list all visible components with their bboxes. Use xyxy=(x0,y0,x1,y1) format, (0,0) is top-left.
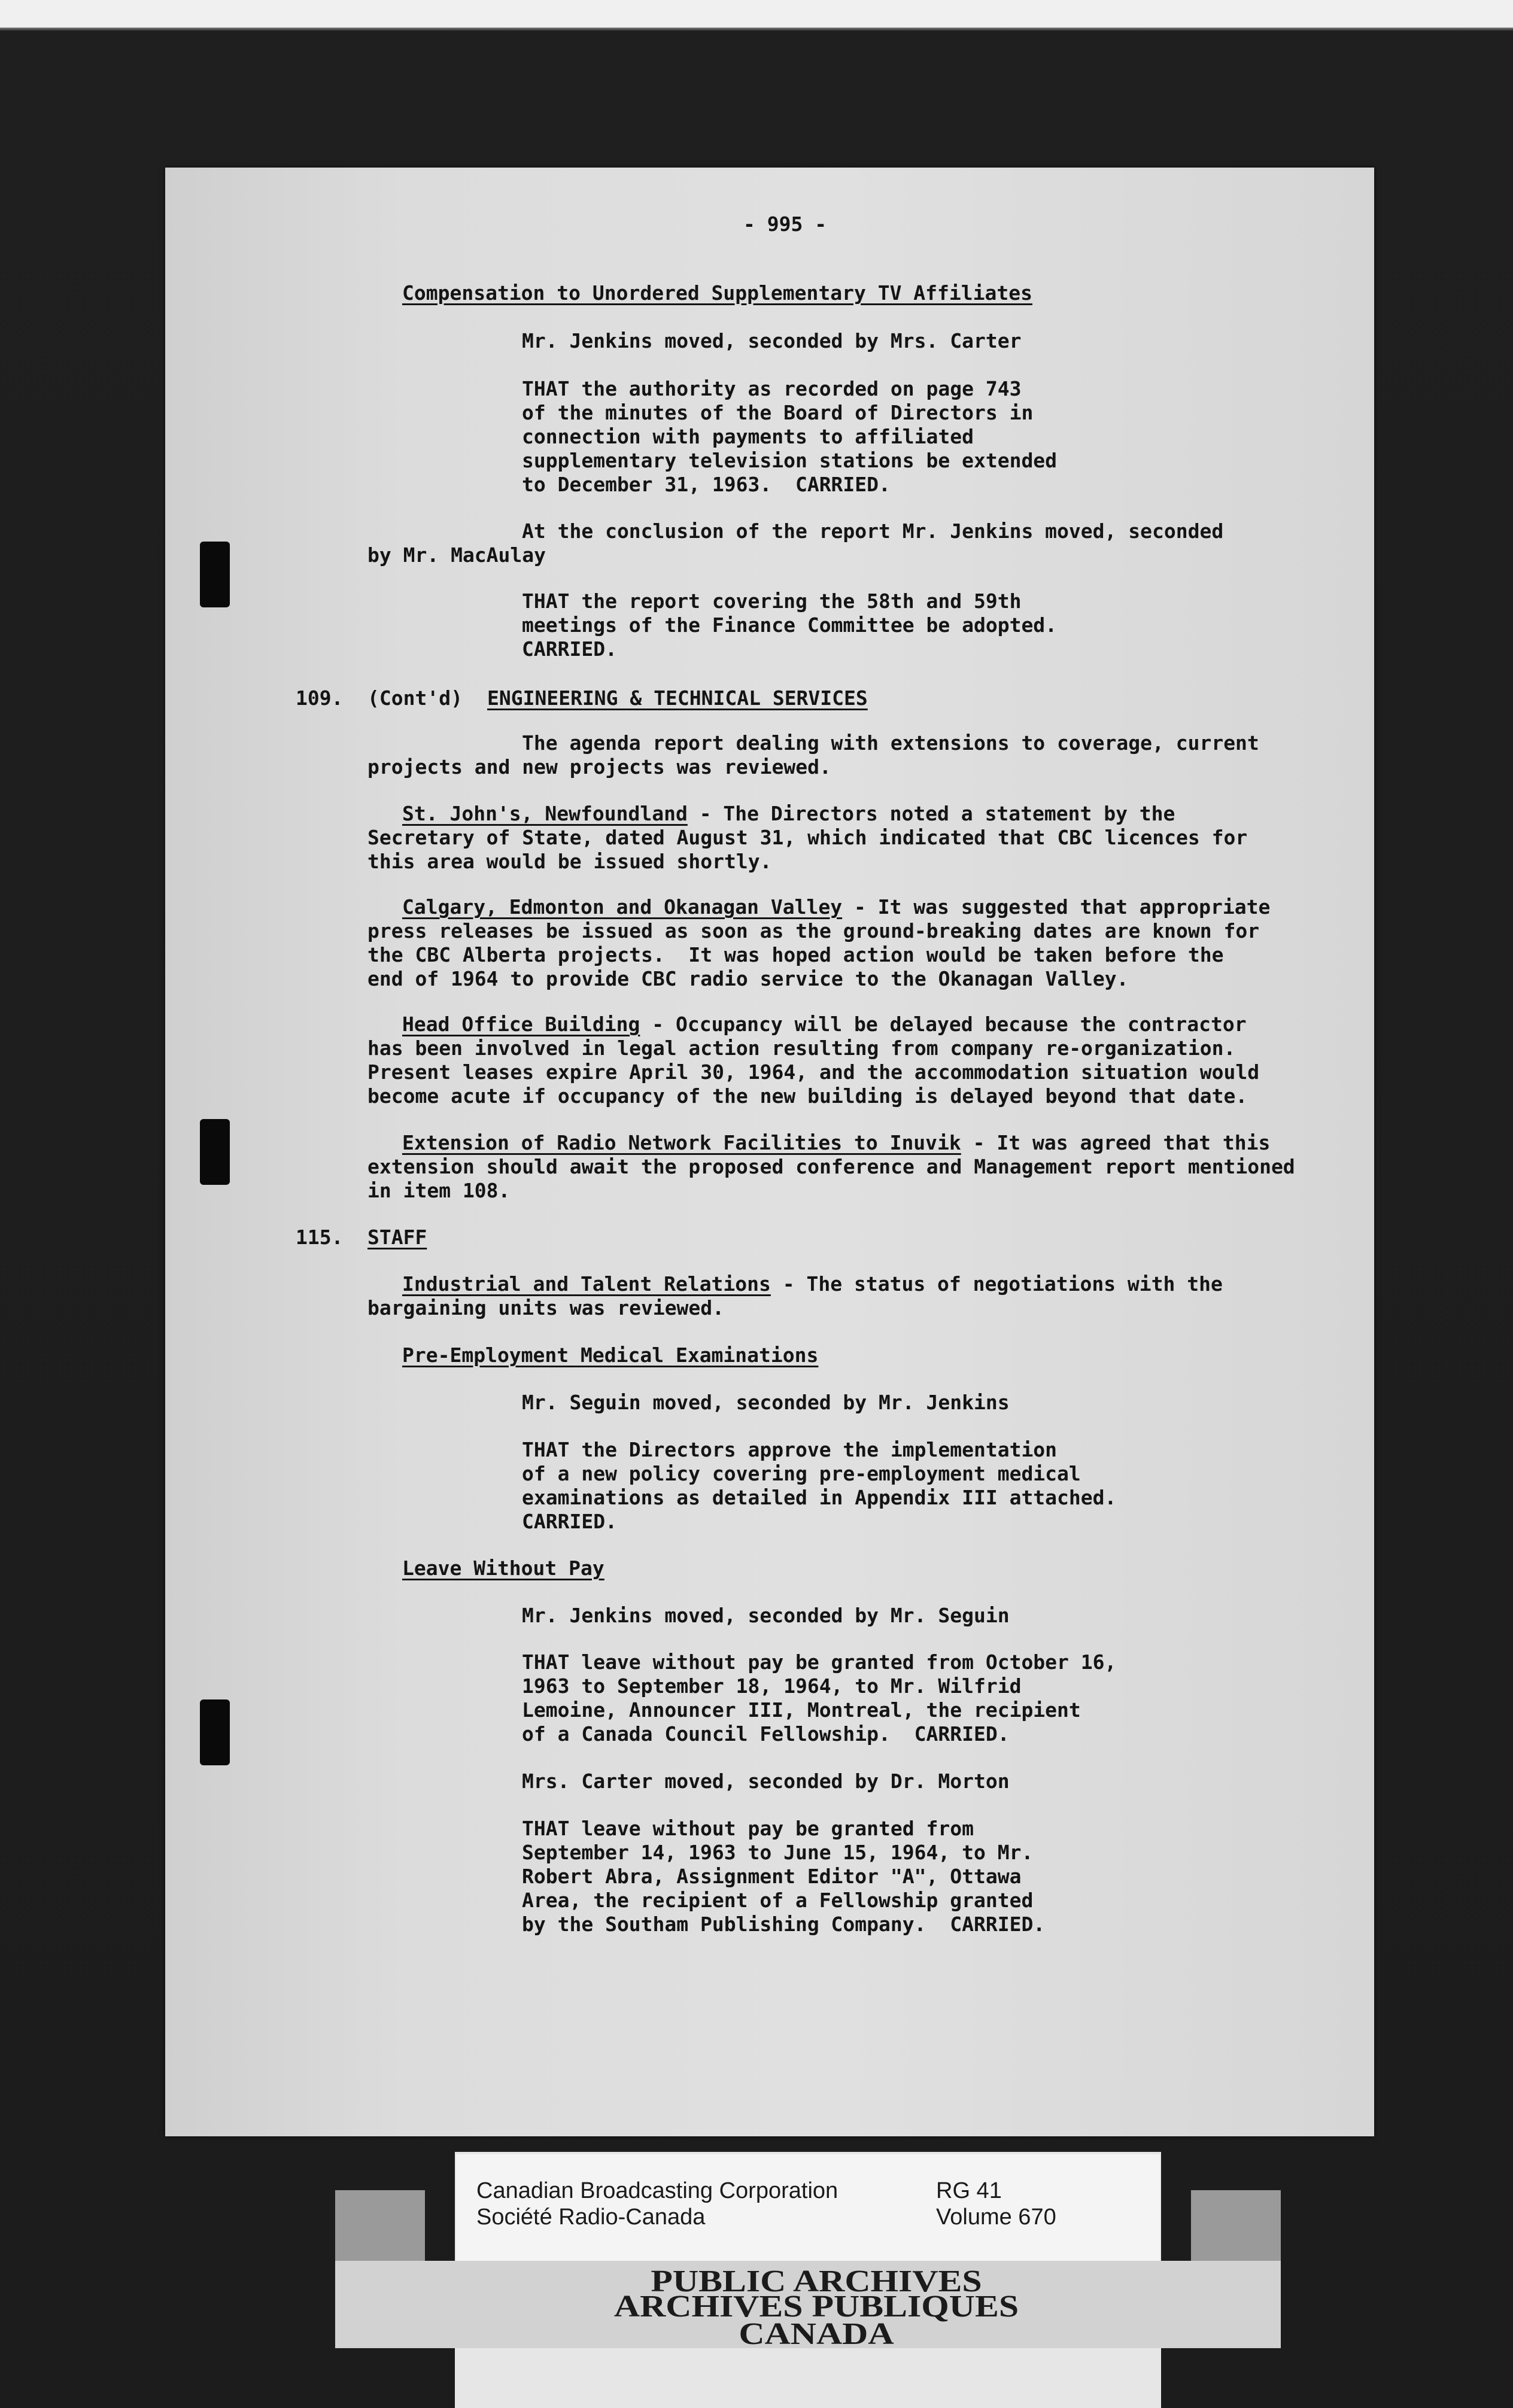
paragraph-line: has been involved in legal action resulting from company re-organization. xyxy=(367,1036,1236,1060)
motion-line: Mr. Jenkins moved, seconded by Mr. Seguin xyxy=(522,1604,1010,1627)
paragraph-line: in item 108. xyxy=(367,1179,511,1202)
archive-stamp-line: ARCHIVES PUBLIQUES xyxy=(613,2290,1019,2324)
label-shadow-right xyxy=(1191,2190,1281,2262)
item-number: 115. xyxy=(296,1226,344,1249)
archive-stamp-line: CANADA xyxy=(739,2317,894,2351)
motion-line: Mrs. Carter moved, seconded by Dr. Morton xyxy=(522,1769,1010,1793)
paragraph-line: extension should await the proposed conference and Management report mentioned xyxy=(367,1155,1295,1178)
subheading-calgary: Calgary, Edmonton and Okanagan Valley xyxy=(402,895,843,919)
resolution-line: CARRIED. xyxy=(522,637,617,661)
resolution-line: Lemoine, Announcer III, Montreal, the recipient xyxy=(522,1698,1081,1722)
paragraph-line: by Mr. MacAulay xyxy=(367,543,546,567)
archive-record-group: RG 41 xyxy=(936,2178,1002,2203)
subheading-pre-employment: Pre-Employment Medical Examinations xyxy=(402,1343,819,1367)
page-number: - 995 - xyxy=(743,212,827,236)
resolution-line: of the minutes of the Board of Directors in xyxy=(522,401,1034,424)
paragraph-line: St. John's, Newfoundland - The Directors noted a statement by the xyxy=(402,802,1175,825)
paragraph-line: The agenda report dealing with extensions to coverage, current xyxy=(522,731,1259,755)
resolution-line: by the Southam Publishing Company. CARRIED. xyxy=(522,1913,1046,1936)
motion-line: Mr. Jenkins moved, seconded by Mrs. Carter xyxy=(522,329,1022,352)
top-border xyxy=(0,0,1513,28)
resolution-line: THAT the authority as recorded on page 743 xyxy=(522,377,1022,400)
paragraph-line: Extension of Radio Network Facilities to Inuvik - It was agreed that this xyxy=(402,1131,1271,1154)
archive-volume: Volume 670 xyxy=(936,2205,1056,2230)
paragraph-line: the CBC Alberta projects. It was hoped action would be taken before the xyxy=(367,943,1224,966)
resolution-line: of a Canada Council Fellowship. CARRIED. xyxy=(522,1722,1010,1746)
item-title: ENGINEERING & TECHNICAL SERVICES xyxy=(487,686,868,710)
motion-line: Mr. Seguin moved, seconded by Mr. Jenkins xyxy=(522,1391,1010,1414)
resolution-line: September 14, 1963 to June 15, 1964, to Mr. xyxy=(522,1841,1034,1864)
archive-org-english: Canadian Broadcasting Corporation xyxy=(476,2178,838,2203)
paragraph-line: At the conclusion of the report Mr. Jenkins moved, seconded xyxy=(522,519,1224,543)
paragraph-line: Head Office Building - Occupancy will be delayed because the contractor xyxy=(402,1013,1247,1036)
resolution-line: Robert Abra, Assignment Editor "A", Ottawa xyxy=(522,1865,1022,1888)
paragraph-line: end of 1964 to provide CBC radio service to the Okanagan Valley. xyxy=(367,967,1129,990)
paragraph-line: Industrial and Talent Relations - The status of negotiations with the xyxy=(402,1272,1223,1296)
resolution-line: examinations as detailed in Appendix III attached. xyxy=(522,1486,1117,1509)
label-shadow-left xyxy=(335,2190,425,2262)
binder-tab-marker xyxy=(200,1699,230,1765)
paragraph-line: Secretary of State, dated August 31, which indicated that CBC licences for xyxy=(367,826,1248,849)
item-title: STAFF xyxy=(367,1226,427,1249)
subheading-st-johns: St. John's, Newfoundland xyxy=(402,802,688,825)
archive-org-french: Société Radio-Canada xyxy=(476,2205,706,2230)
paragraph-line: bargaining units was reviewed. xyxy=(367,1296,725,1319)
resolution-line: THAT the Directors approve the implementation xyxy=(522,1438,1058,1461)
resolution-line: 1963 to September 18, 1964, to Mr. Wilfrid xyxy=(522,1674,1022,1698)
binder-tab-marker xyxy=(200,1119,230,1185)
paragraph-line: press releases be issued as soon as the ground-breaking dates are known for xyxy=(367,919,1260,942)
resolution-line: connection with payments to affiliated xyxy=(522,425,974,448)
paragraph-line: projects and new projects was reviewed. xyxy=(367,755,831,779)
resolution-line: Area, the recipient of a Fellowship granted xyxy=(522,1889,1034,1912)
resolution-line: THAT the report covering the 58th and 59th xyxy=(522,589,1022,613)
item-number: 109. xyxy=(296,686,344,710)
paragraph-line: this area would be issued shortly. xyxy=(367,850,772,873)
subheading-industrial: Industrial and Talent Relations xyxy=(402,1272,771,1296)
archive-stamp-line: PUBLIC ARCHIVES xyxy=(651,2264,982,2298)
resolution-line: CARRIED. xyxy=(522,1510,617,1533)
subheading-head-office: Head Office Building xyxy=(402,1013,640,1036)
paragraph-line: Calgary, Edmonton and Okanagan Valley - It was suggested that appropriate xyxy=(402,895,1271,919)
resolution-line: THAT leave without pay be granted from October 16, xyxy=(522,1650,1117,1674)
resolution-line: supplementary television stations be extended xyxy=(522,449,1058,472)
section-heading-compensation: Compensation to Unordered Supplementary TV Affiliates xyxy=(402,281,1032,305)
paragraph-line: Present leases expire April 30, 1964, and the accommodation situation would xyxy=(367,1060,1260,1084)
subheading-inuvik: Extension of Radio Network Facilities to Inuvik xyxy=(402,1131,961,1154)
binder-tab-marker xyxy=(200,542,230,607)
resolution-line: THAT leave without pay be granted from xyxy=(522,1817,974,1840)
resolution-line: to December 31, 1963. CARRIED. xyxy=(522,473,891,496)
resolution-line: of a new policy covering pre-employment medical xyxy=(522,1462,1081,1485)
item-continued: (Cont'd) xyxy=(367,686,463,710)
resolution-line: meetings of the Finance Committee be adopted. xyxy=(522,613,1058,637)
subheading-leave-without-pay: Leave Without Pay xyxy=(402,1556,604,1580)
paragraph-line: become acute if occupancy of the new building is delayed beyond that date. xyxy=(367,1084,1248,1108)
